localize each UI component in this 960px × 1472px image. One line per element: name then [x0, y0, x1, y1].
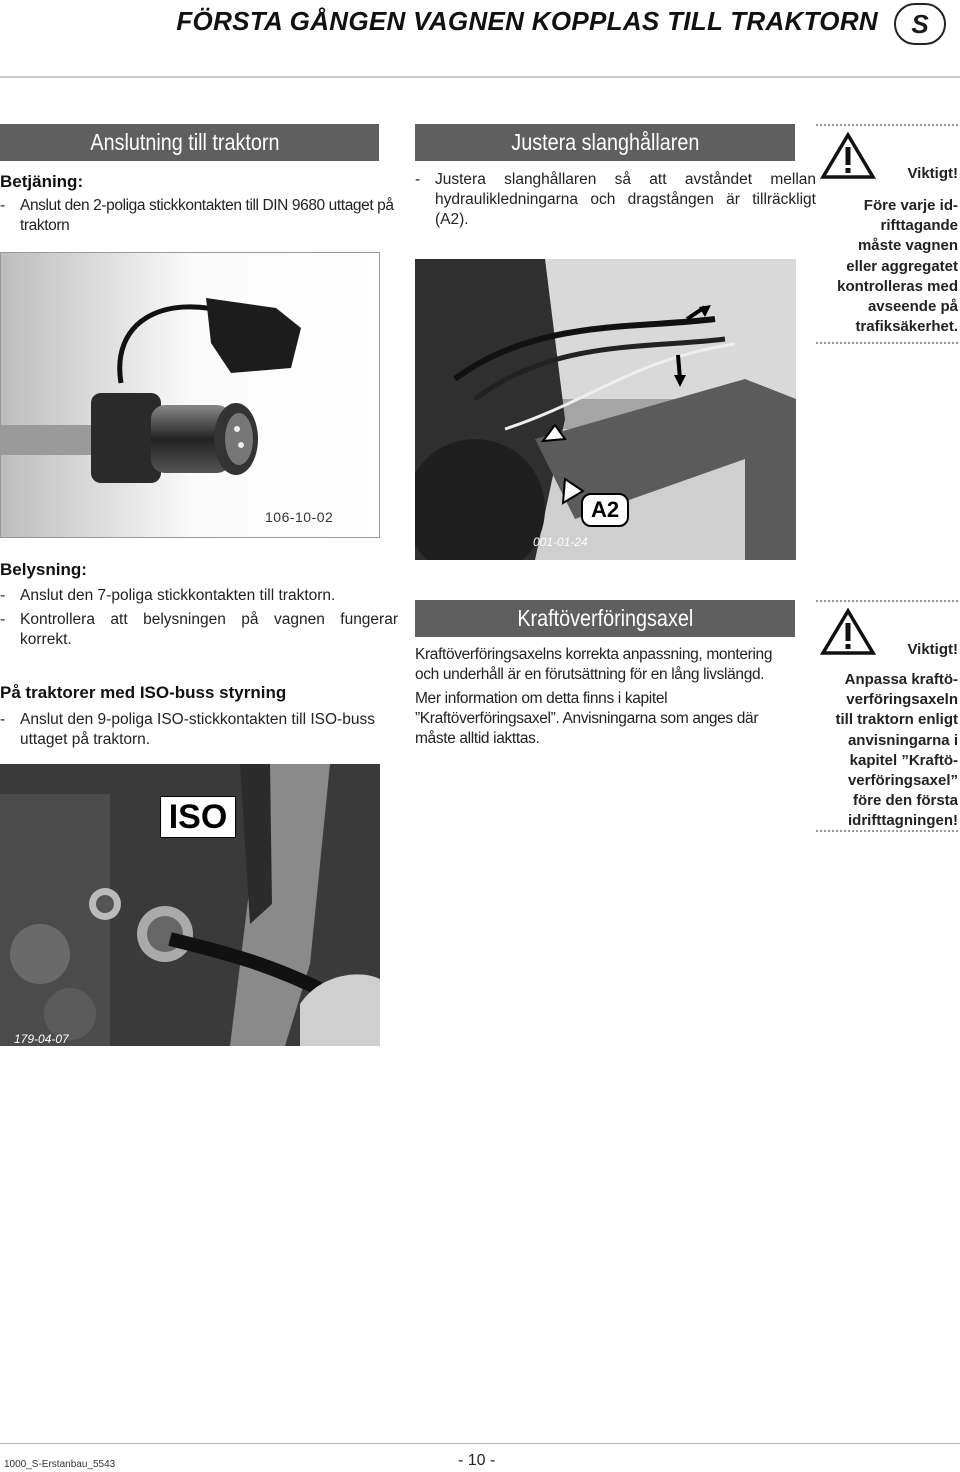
betjaning-heading: Betjäning: — [0, 172, 84, 191]
warning-line: verföringsaxeln — [846, 691, 958, 709]
iso-badge: ISO — [160, 796, 236, 838]
photo-label-1: 106-10-02 — [265, 509, 334, 525]
divider — [816, 342, 958, 344]
photo-iso-connector — [0, 764, 380, 1046]
divider — [816, 830, 958, 832]
warning-label-1: Viktigt! — [907, 165, 958, 182]
warning-label-2: Viktigt! — [907, 641, 958, 658]
warning-line: avseende på — [867, 298, 958, 316]
warning-line: anvisningarna i — [847, 731, 958, 749]
page-header — [0, 0, 960, 50]
photo-trailer-plug — [0, 252, 380, 538]
warning-line: kapitel ”Kraftö- — [849, 751, 958, 769]
warning-line: till traktorn enligt — [835, 711, 958, 729]
warning-line: måste vagnen — [857, 237, 958, 255]
pto-paragraph-2: Mer information om detta finns i kapitel ”Kraftöverföringsaxel”. Anvisningarna som anges där måste alltid iakttas. — [415, 690, 759, 747]
section-title: Anslutning till traktorn — [90, 129, 280, 155]
warning-text-2 — [816, 670, 958, 832]
belysning-heading: Belysning: — [0, 560, 87, 579]
header-divider — [0, 76, 960, 78]
warning-line: före den första — [852, 792, 958, 810]
warning-line: idrifttagningen! — [848, 812, 958, 830]
photo-hose-holder — [415, 259, 796, 560]
section-header-kraft — [415, 600, 795, 637]
photo-label-2: 179-04-07 — [14, 1032, 69, 1046]
page-title: FÖRSTA GÅNGEN VAGNEN KOPPLAS TILL TRAKTORN — [176, 6, 878, 36]
belysning-item-1: - Anslut den 7-poliga stickkontakten till traktorn. — [0, 587, 336, 604]
page-number: - 10 - — [458, 1452, 496, 1469]
warning-line: verföringsaxel” — [847, 772, 958, 790]
plug-illustration — [1, 253, 380, 538]
a2-badge: A2 — [581, 493, 629, 527]
belysning-item-2: - Kontrollera att belysningen på vagnen fungerar korrekt. — [0, 611, 398, 648]
divider — [816, 124, 958, 126]
warning-triangle-icon — [820, 608, 876, 656]
section-title: Kraftöverföringsaxel — [517, 605, 693, 631]
warning-line: trafiksäkerhet. — [855, 318, 958, 336]
iso-heading: På traktorer med ISO-buss styrning — [0, 683, 287, 702]
language-badge: S — [894, 3, 946, 45]
warning-line: rifttagande — [880, 217, 958, 235]
justera-item: - Justera slanghållaren så att avståndet mellan hydraulikledningarna och dragstången är tillräckligt (A2). — [415, 171, 816, 228]
warning-text-1 — [816, 196, 958, 337]
warning-line: kontrolleras med — [837, 277, 958, 295]
iso-item: - Anslut den 9-poliga ISO-stickkontakten till ISO-buss uttaget på traktorn. — [0, 711, 375, 748]
pto-paragraph-1: Kraftöverföringsaxelns korrekta anpassning, montering och underhåll är en förutsättning för en lång livslängd. — [415, 646, 773, 683]
document-code: 1000_S-Erstanbau_5543 — [4, 1459, 116, 1470]
warning-block-2 — [816, 600, 958, 830]
section-header-justera — [415, 124, 795, 161]
divider — [816, 600, 958, 602]
warning-line: Anpassa kraftö- — [844, 671, 958, 688]
section-header-anslutning — [0, 124, 379, 161]
footer-divider — [0, 1443, 960, 1444]
warning-block-1 — [816, 124, 958, 344]
betjaning-item: - Anslut den 2-poliga stickkontakten till DIN 9680 uttaget på traktorn — [0, 197, 394, 234]
section-title: Justera slanghållaren — [510, 129, 700, 155]
warning-line: eller aggregatet — [846, 257, 958, 275]
warning-triangle-icon — [820, 132, 876, 180]
warning-line: Före varje id- — [863, 197, 958, 214]
photo-label-3: 001-01-24 — [533, 535, 588, 549]
